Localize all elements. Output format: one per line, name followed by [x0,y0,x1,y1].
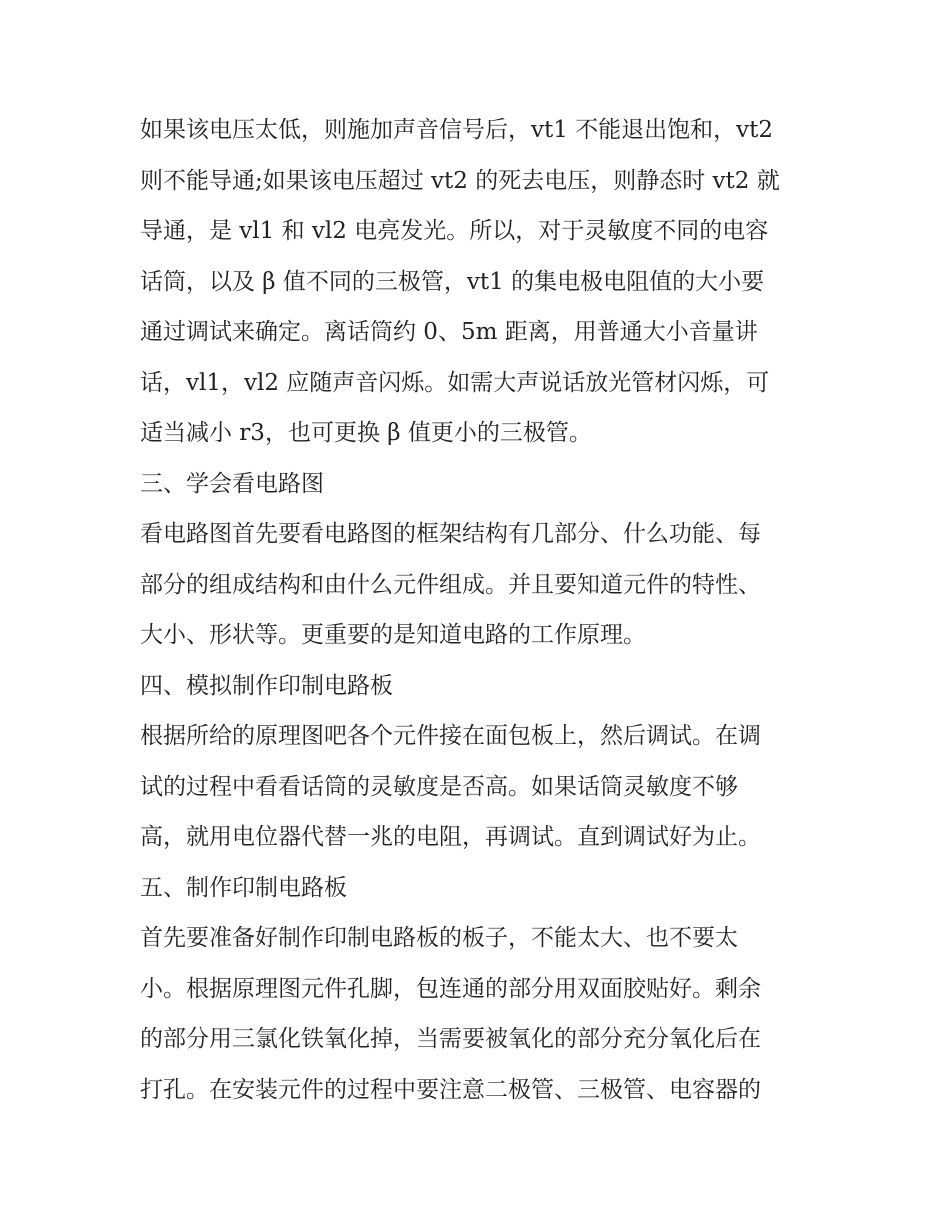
text-line: 小。根据原理图元件孔脚，包连通的部分用双面胶贴好。剩余 [140,975,761,1002]
text-line: 导通，是 vl1 和 vl2 电亮发光。所以，对于灵敏度不同的电容 [140,218,769,244]
section-heading: 三、学会看电路图 [140,470,324,497]
text-line: 则不能导通;如果该电压超过 vt2 的死去电压，则静态时 vt2 就 [140,167,780,194]
text-line: 适当减小 r3，也可更换 β 值更小的三极管。 [140,420,592,446]
text-line: 高，就用电位器代替一兆的电阻，再调试。直到调试好为止。 [140,824,761,850]
section-heading: 四、模拟制作印制电路板 [140,672,393,699]
text-line: 打孔。在安装元件的过程中要注意二极管、三极管、电容器的 [140,1076,761,1103]
text-line: 如果该电压太低，则施加声音信号后，vt1 不能退出饱和，vt2 [140,117,774,143]
text-line: 话，vl1，vl2 应随声音闪烁。如需大声说话放光管材闪烁，可 [140,369,770,396]
text-line: 的部分用三氯化铁氧化掉，当需要被氧化的部分充分氧化后在 [140,1026,761,1052]
document-page [140,105,820,1115]
section-heading: 五、制作印制电路板 [140,874,347,901]
text-line: 首先要准备好制作印制电路板的板子，不能太大、也不要太 [140,925,738,951]
text-line: 试的过程中看看话筒的灵敏度是否高。如果话筒灵敏度不够 [140,773,738,800]
text-line: 话筒，以及 β 值不同的三极管，vt1 的集电极电阻值的大小要 [140,268,765,295]
text-line: 根据所给的原理图吧各个元件接在面包板上，然后调试。在调 [140,723,761,749]
text-line: 大小、形状等。更重要的是知道电路的工作原理。 [140,622,646,648]
text-line: 部分的组成结构和由什么元件组成。并且要知道元件的特性、 [140,571,761,598]
text-line: 看电路图首先要看电路图的框架结构有几部分、什么功能、每 [140,521,761,547]
text-line: 通过调试来确定。离话筒约 0、5m 距离，用普通大小音量讲 [140,319,758,345]
